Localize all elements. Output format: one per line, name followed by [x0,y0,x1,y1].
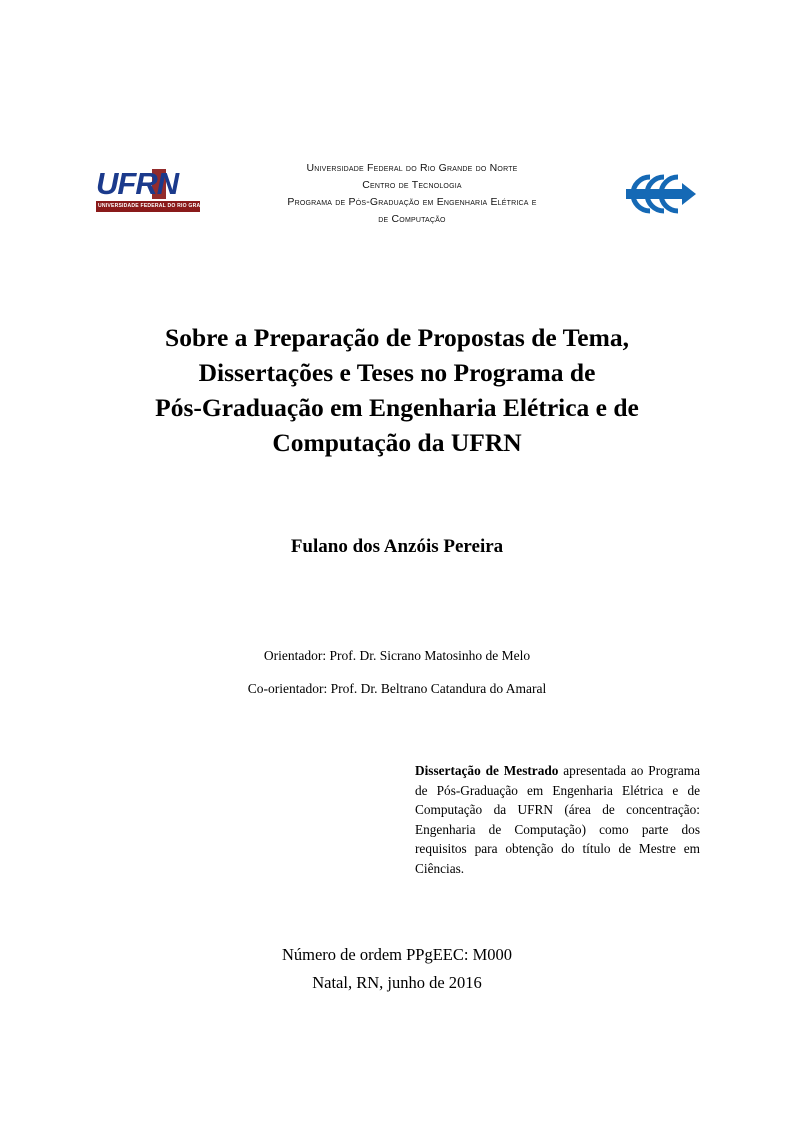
title-line-4: Computação da UFRN [272,428,522,457]
title-line-3: Pós-Graduação em Engenharia Elétrica e de [155,393,639,422]
place-date: Natal, RN, junho de 2016 [312,973,482,992]
institution-heading [204,160,620,228]
ufrn-logo [96,166,242,221]
coadvisor-line: Co-orientador: Prof. Dr. Beltrano Catandura do Amaral [247,681,547,696]
institution-line-4: de Computação [378,213,446,225]
ufrn-logo-subtitle: UNIVERSIDADE FEDERAL DO RIO GRANDE DO NORTE [98,203,242,209]
ufrn-logo-text: UFRN [96,166,179,201]
advisor-line: Orientador: Prof. Dr. Sicrano Matosinho de Melo [263,648,531,663]
institution-line-1: Universidade Federal do Rio Grande do Norte [306,162,518,174]
degree-statement [415,761,700,878]
advisors-block [97,639,697,705]
degree-label: Dissertação de Mestrado [415,763,559,778]
title-line-2: Dissertações e Teses no Programa de [198,358,596,387]
institution-line-2: Centro de Tecnologia [362,179,462,191]
degree-text: apresentada ao Programa de Pós-Graduação em Engenharia Elétrica e de Computação da UFRN (área de concentração: Engenharia de Computação) como parte dos requisitos para obtenção do título de Mestre em Ciências. [415,763,700,876]
author-name: Fulano dos Anzóis Pereira [290,536,504,557]
document-title [97,320,697,460]
document-footer [97,941,697,997]
order-number: Número de ordem PPgEEC: M000 [281,945,513,964]
document-header [96,160,700,228]
institution-line-3: Programa de Pós-Graduação em Engenharia Elétrica e [287,196,537,208]
title-line-1: Sobre a Preparação de Propostas de Tema, [165,323,629,352]
ppgeec-logo-icon [620,165,700,223]
